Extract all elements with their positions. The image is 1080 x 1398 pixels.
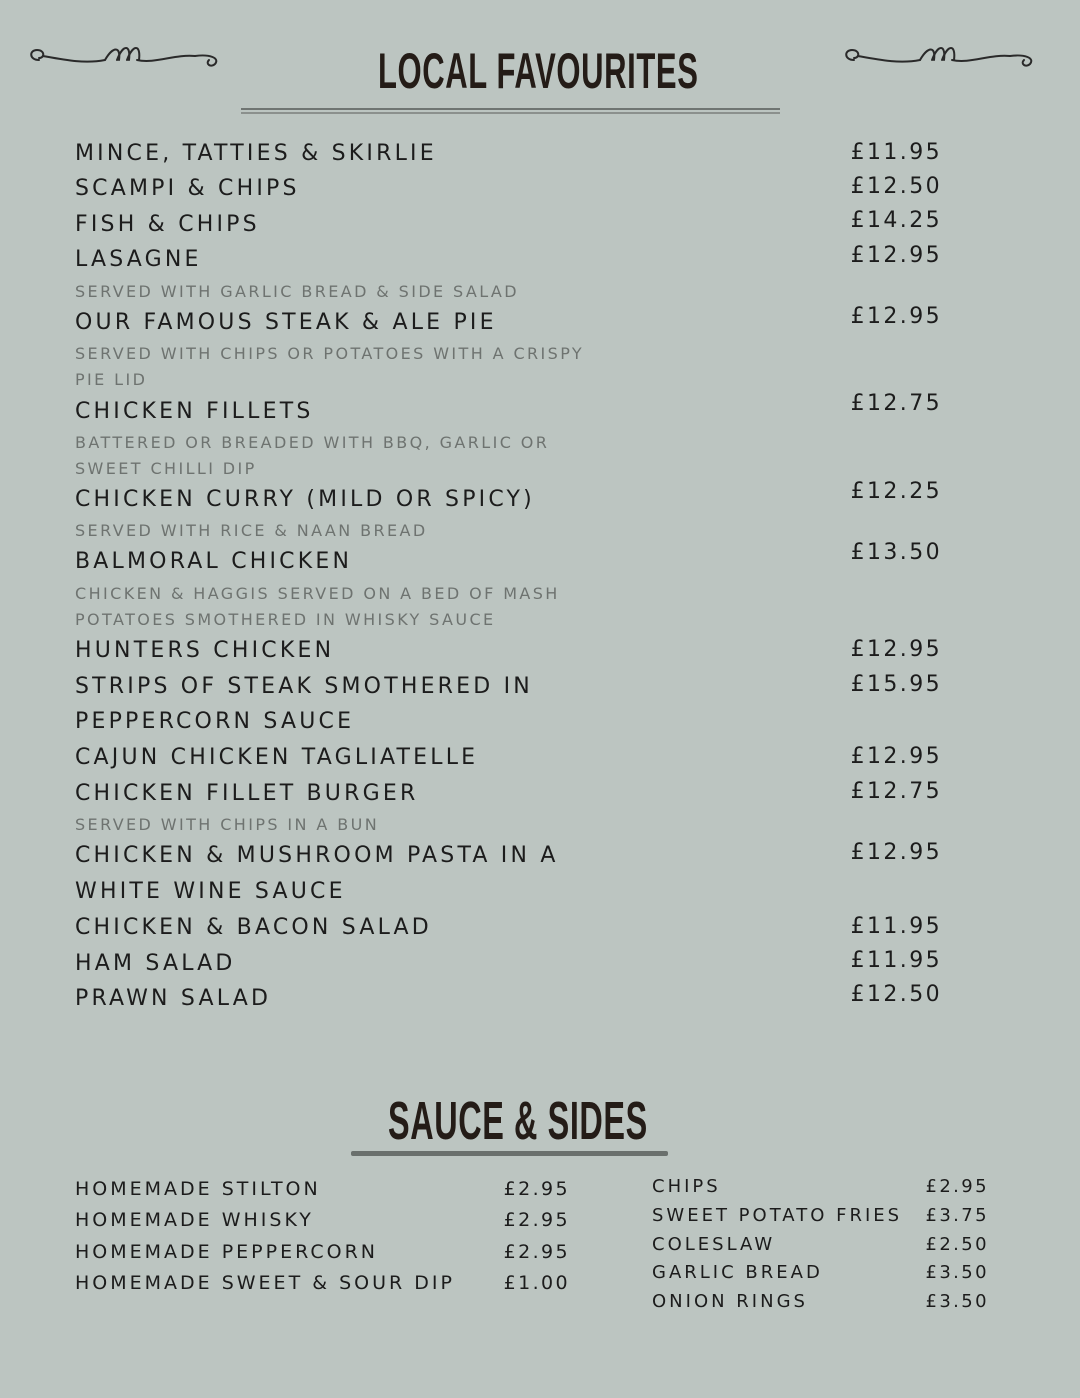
dish-price: £12.25 (850, 479, 942, 504)
dish-price: £12.95 (850, 744, 942, 769)
dish-description: SWEET CHILLI DIP (75, 459, 257, 478)
side-name: COLESLAW (652, 1234, 776, 1255)
dish-price: £11.95 (850, 140, 942, 165)
sauce-name: HOMEMADE STILTON (75, 1178, 321, 1200)
dish-description: SERVED WITH GARLIC BREAD & SIDE SALAD (75, 282, 520, 301)
dish-name: OUR FAMOUS STEAK & ALE PIE (75, 310, 497, 335)
dish-name: STRIPS OF STEAK SMOTHERED IN (75, 674, 533, 699)
dish-name: PRAWN SALAD (75, 986, 272, 1011)
flourish-right-icon (840, 38, 1040, 74)
side-name: GARLIC BREAD (652, 1262, 823, 1283)
dish-name: SCAMPI & CHIPS (75, 176, 300, 201)
section-underline (351, 1151, 668, 1156)
title-underline (241, 108, 780, 110)
dish-price: £15.95 (850, 672, 942, 697)
dish-name: HAM SALAD (75, 951, 236, 976)
dish-price: £13.50 (850, 540, 942, 565)
sauce-name: HOMEMADE WHISKY (75, 1209, 314, 1231)
dish-description: PIE LID (75, 370, 148, 389)
dish-description: CHICKEN & HAGGIS SERVED ON A BED OF MASH (75, 584, 560, 603)
side-price: £3.50 (925, 1262, 989, 1283)
dish-name: WHITE WINE SAUCE (75, 879, 346, 904)
dish-price: £12.50 (850, 174, 942, 199)
dish-name: CHICKEN FILLET BURGER (75, 781, 419, 806)
dish-description: SERVED WITH CHIPS OR POTATOES WITH A CRISPY (75, 344, 585, 363)
dish-price: £14.25 (850, 208, 942, 233)
title-underline-secondary (241, 112, 780, 114)
dish-price: £12.75 (850, 391, 942, 416)
sauce-name: HOMEMADE SWEET & SOUR DIP (75, 1272, 455, 1294)
dish-name: FISH & CHIPS (75, 212, 260, 237)
dish-name: HUNTERS CHICKEN (75, 638, 335, 663)
sauce-name: HOMEMADE PEPPERCORN (75, 1241, 378, 1263)
dish-description: SERVED WITH RICE & NAAN BREAD (75, 521, 428, 540)
side-price: £3.50 (925, 1291, 989, 1312)
dish-price: £12.95 (850, 840, 942, 865)
dish-name: BALMORAL CHICKEN (75, 549, 353, 574)
dish-price: £12.50 (850, 982, 942, 1007)
side-name: SWEET POTATO FRIES (652, 1205, 903, 1226)
side-name: CHIPS (652, 1176, 721, 1197)
section-title: SAUCE & SIDES (388, 1091, 648, 1151)
dish-name: CAJUN CHICKEN TAGLIATELLE (75, 745, 479, 770)
dish-name: MINCE, TATTIES & SKIRLIE (75, 141, 437, 166)
side-price: £2.95 (925, 1176, 989, 1197)
side-name: ONION RINGS (652, 1291, 808, 1312)
dish-name: PEPPERCORN SAUCE (75, 709, 355, 734)
sauce-price: £2.95 (503, 1178, 570, 1200)
sauce-price: £2.95 (503, 1241, 570, 1263)
page-title: LOCAL FAVOURITES (378, 43, 699, 99)
side-price: £3.75 (925, 1205, 989, 1226)
dish-price: £11.95 (850, 948, 942, 973)
dish-name: CHICKEN FILLETS (75, 399, 314, 424)
dish-price: £12.95 (850, 637, 942, 662)
dish-name: CHICKEN CURRY (MILD OR SPICY) (75, 487, 535, 512)
side-price: £2.50 (925, 1234, 989, 1255)
dish-description: POTATOES SMOTHERED IN WHISKY SAUCE (75, 610, 496, 629)
dish-price: £12.95 (850, 243, 942, 268)
dish-name: CHICKEN & BACON SALAD (75, 915, 432, 940)
dish-description: BATTERED OR BREADED WITH BBQ, GARLIC OR (75, 433, 550, 452)
dish-price: £12.95 (850, 304, 942, 329)
sauce-price: £2.95 (503, 1209, 570, 1231)
dish-name: CHICKEN & MUSHROOM PASTA IN A (75, 843, 559, 868)
dish-name: LASAGNE (75, 247, 202, 272)
dish-price: £12.75 (850, 779, 942, 804)
flourish-left-icon (25, 38, 225, 74)
dish-description: SERVED WITH CHIPS IN A BUN (75, 815, 380, 834)
sauce-price: £1.00 (503, 1272, 570, 1294)
dish-price: £11.95 (850, 914, 942, 939)
